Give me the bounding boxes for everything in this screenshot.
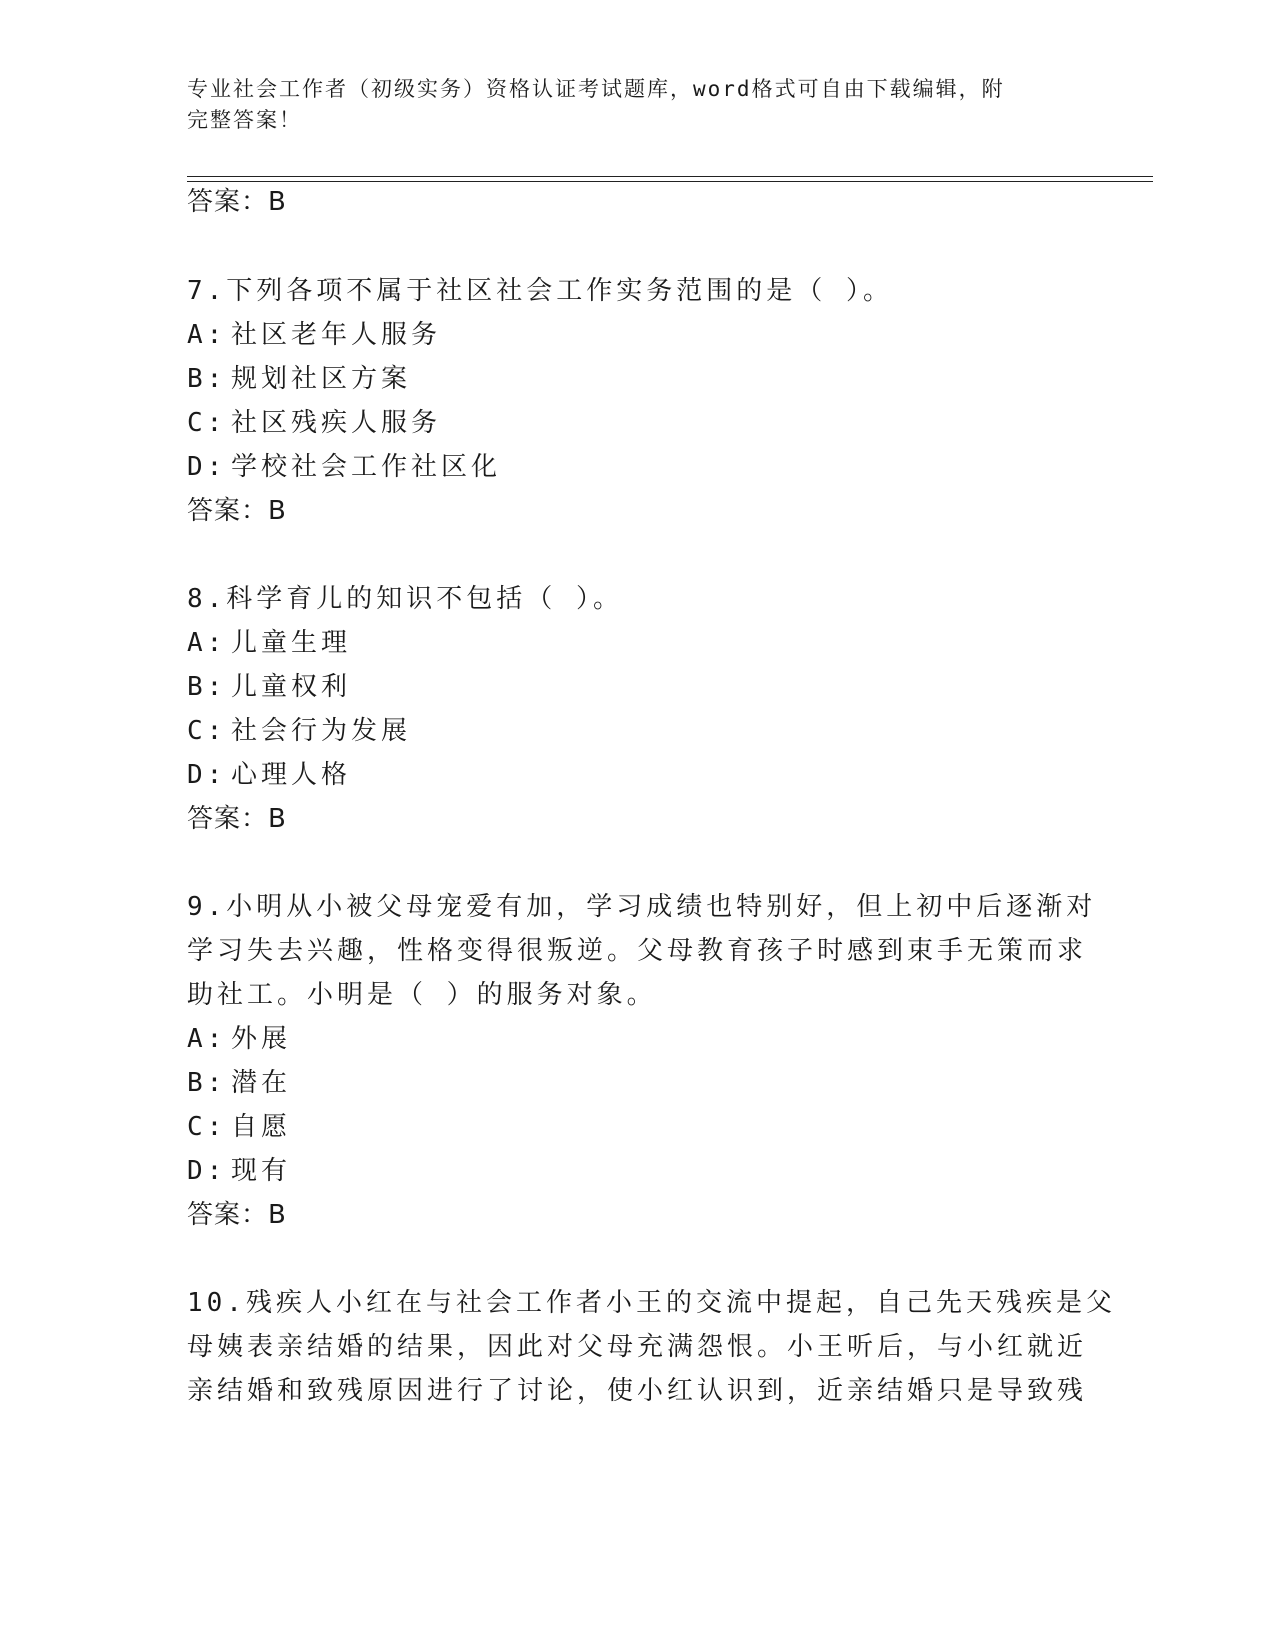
question-9-answer: 答案：B <box>187 1200 287 1230</box>
question-9-stem-line-3: 助社工。小明是（ ）的服务对象。 <box>187 980 657 1010</box>
question-10-stem-line-2: 母姨表亲结婚的结果，因此对父母充满怨恨。小王听后，与小红就近 <box>187 1332 1088 1362</box>
question-8-stem: 8.科学育儿的知识不包括（ ）。 <box>187 584 623 614</box>
question-9-stem-line-2: 学习失去兴趣，性格变得很叛逆。父母教育孩子时感到束手无策而求 <box>187 936 1088 966</box>
header-line-2: 完整答案！ <box>187 108 302 132</box>
question-8-answer: 答案：B <box>187 804 287 834</box>
question-9-option-d: D: 现有 <box>187 1156 292 1186</box>
question-8-option-b: B: 儿童权利 <box>187 672 352 702</box>
question-9-stem-line-1: 9.小明从小被父母宠爱有加，学习成绩也特别好，但上初中后逐渐对 <box>187 892 1097 922</box>
question-7-answer: 答案：B <box>187 496 287 526</box>
question-7-option-d: D: 学校社会工作社区化 <box>187 452 502 482</box>
question-9-option-b: B: 潜在 <box>187 1068 292 1098</box>
question-10-stem-line-3: 亲结婚和致残原因进行了讨论，使小红认识到，近亲结婚只是导致残 <box>187 1376 1088 1406</box>
question-9-option-c: C: 自愿 <box>187 1112 292 1142</box>
question-7-option-a: A: 社区老年人服务 <box>187 320 442 350</box>
question-7-option-b: B: 规划社区方案 <box>187 364 412 394</box>
answer-line: 答案：B <box>187 187 287 217</box>
question-8-option-a: A: 儿童生理 <box>187 628 352 658</box>
header-rule-bottom <box>187 181 1153 182</box>
question-8-option-c: C: 社会行为发展 <box>187 716 412 746</box>
question-9-option-a: A: 外展 <box>187 1024 292 1054</box>
question-7-option-c: C: 社区残疾人服务 <box>187 408 442 438</box>
header-line-1: 专业社会工作者（初级实务）资格认证考试题库，word格式可自由下载编辑，附 <box>187 77 1005 101</box>
question-8-option-d: D: 心理人格 <box>187 760 352 790</box>
header-rule-top <box>187 176 1153 177</box>
document-header <box>187 74 1067 136</box>
question-7-stem: 7.下列各项不属于社区社会工作实务范围的是（ ）。 <box>187 276 893 306</box>
question-10-stem-line-1: 10.残疾人小红在与社会工作者小王的交流中提起，自己先天残疾是父 <box>187 1288 1116 1318</box>
